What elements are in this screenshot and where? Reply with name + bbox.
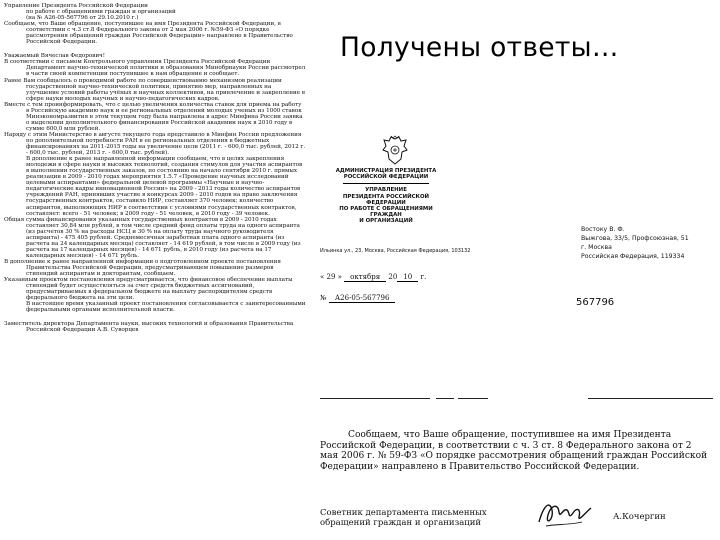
- signature: [536, 498, 594, 530]
- coat-of-arms-icon: [380, 135, 410, 167]
- paragraph: (на № А26-05-567796 от 29.10.2010 г.): [26, 15, 139, 22]
- paragraph: Уважаемый Вячеслав Федорович!: [4, 53, 106, 60]
- paragraph-spacer: [4, 45, 306, 53]
- reference-number: 567796: [576, 297, 615, 308]
- signer-line: обращений граждан и организаций: [320, 518, 482, 528]
- paragraph: В соответствии с письмом Контрольного управления Президента Российской Федерации Департамент научно-технической политики и образования Минобрнауки России рассмотрел в части своей компетенции поступившее к нам обращение и сообщает.: [4, 59, 306, 78]
- sender-line: ПРЕЗИДЕНТА РОССИЙСКОЙ ФЕДЕРАЦИИ: [342, 193, 430, 206]
- sender-line: АДМИНИСТРАЦИЯ ПРЕЗИДЕНТА: [335, 168, 437, 174]
- reg-number: А26-05-567796: [329, 294, 396, 303]
- paragraph: Общая сумма финансирования указанных государственных контрактов в 2009 - 2010 годах составляет 30,84 млн рублей, в том числе средний фонд оплаты труда на одного аспиранта (из расчетов 30 % на расходы НСЦ и 30 % на оплату труда научного руководителя аспиранта) - 475 405 рублей. Среднемесячная заработная плата одного аспиранта (из расчета на 24 календарных месяца) составляет - 14 619 рублей, в том числе в 2009 году (из расчета на 17 календарных месяцев) - 14 671 рубль, в 2010 году (из расчета на 17 календарных месяцев) - 14 671 рубль.: [4, 216, 301, 259]
- reply-letter-text: [4, 3, 306, 537]
- paragraph: по работе с обращениями граждан и организаций: [26, 9, 176, 16]
- recipient-line: Российская Федерация, 119334: [581, 253, 685, 260]
- date-year-prefix: 20: [388, 273, 398, 281]
- sender-header: [326, 168, 446, 225]
- recipient-line: г. Москва: [581, 244, 612, 251]
- date-year: 10: [397, 273, 418, 282]
- divider: [436, 398, 454, 399]
- sender-line: ПО РАБОТЕ С ОБРАЩЕНИЯМИ ГРАЖДАН: [339, 206, 433, 219]
- paragraph: В настоящее время указанный проект постановления согласовывается с заинтересованными федеральными органами исполнительной власти.: [26, 301, 306, 314]
- paragraph: Управление Президента Российской Федерации: [4, 3, 148, 9]
- paragraph: Наряду с этим Министерство в августе текущего года представило в Минфин России предложения по дополнительной потребности РАН в ее региональных отделения в бюджетных финансированиях на 2011-2015 годы на увеличение цели (2011 г. - 600,0 тыс. рублей, 2012 г. - 600,0 тыс. рублей, 2013 г. - 600,0 тыс. рублей).: [4, 131, 306, 157]
- signer-title: [320, 508, 487, 528]
- recipient-address: [581, 225, 689, 261]
- date-year-suffix: г.: [420, 273, 427, 281]
- registration-number: [320, 294, 395, 303]
- divider: [588, 398, 713, 399]
- sender-address: Ильинка ул., 23, Москва, Российская Федерация, 103132: [320, 248, 471, 254]
- paragraph: Заместитель директора Департамента науки, высоких технологий и образования Правительства Российской Федерации А.В. Суворцев: [4, 321, 294, 334]
- paragraph: Ранее Вам сообщалось о проводимой работе по совершенствованию механизмов реализации государственной научно-технической политики, принятию мер, направленных на улучшение условий работы учёных и научных коллективов, на привлечение и закрепление в сфере науки молодых научных и научно-педагогических кадров.: [4, 77, 305, 102]
- letter-body: Сообщаем, что Ваше обращение, поступившее на имя Президента Российской Федерации, в соответствии с ч. 3 ст. 8 Федерального закона от 2 мая 2006 г. № 59-ФЗ «О порядке рассмотрения обращений граждан Российской Федерации» направлено в Правительство Российской Федерации.: [320, 430, 708, 472]
- date-day: « 29 »: [320, 273, 342, 281]
- number-sign: №: [320, 294, 327, 302]
- paragraph: Сообщаем, что Ваше обращение, поступившее на имя Президента Российской Федерации, в соответствии с ч.3 ст.8 Федерального закона от 2 мая 2006 г. №59-ФЗ «О порядке рассмотрения обращений граждан Российской Федерации» направлено в Правительство Российской Федерации.: [4, 21, 293, 46]
- sender-line: И ОРГАНИЗАЦИЙ: [359, 218, 413, 225]
- headline: Получены ответы…: [340, 32, 619, 63]
- paragraph: В дополнение к ранее направленной информации сообщаем, что в целях закрепления молодежи в сфере науки и высоких технологий, создания стимулов для участия аспирантов в выполнении государственных заказов, по состоянию на начало сентября 2010 г. прямых реализации в 2009 - 2010 годах мероприятия 1.5.7 «Проведение научных исследований целевыми аспирантами» федеральной целевой программы «Научные и научно-педагогические кадры инновационной России» на 2009 - 2013 годы количество аспирантов учреждений РАН, принявших участие в конкурсах 2009 - 2010 годов на право заключения государственных контрактов, составило НИР, составляет 370 человек; количество аспирантов, выполняющих НИР в соответствии с условиями государственных контрактов, составляет: всего - 51 человек; в 2009 году - 51 человек, в 2010 году - 39 человек.: [26, 156, 303, 217]
- paragraph: В дополнение к ранее направленной информации о подготовленном проекте постановления Правительства Российской Федерации, предусматривающем повышение размеров стипендий аспирантам и докторантам, сообщаем.: [4, 258, 281, 278]
- date-month: октября: [344, 273, 386, 282]
- recipient-line: Востоку В. Ф.: [581, 226, 625, 233]
- divider: [343, 183, 429, 184]
- signer-line: Советник департамента письменных: [320, 508, 487, 518]
- divider: [458, 398, 488, 399]
- recipient-line: Выжгова, 33/5, Профсоюзная, 51: [581, 235, 689, 242]
- paragraph: Указанным проектом постановления предусматривается, что финансовое обеспечение выплаты стипендий будет осуществляться за счет средств бюджетных ассигнований, предусматриваемых в федеральном бюджете на выплату распорядителям средств федерального бюджета на эти цели.: [4, 277, 293, 302]
- signer-name: А.Кочергин: [613, 512, 666, 522]
- sender-line: РОССИЙСКОЙ ФЕДЕРАЦИИ: [343, 174, 429, 181]
- letter-date: [320, 273, 426, 282]
- divider: [320, 398, 430, 399]
- paragraph: Вместе с тем проинформировать, что с целью увеличения количества ставок для приема на работу в Российскую академию наук и ее региональных отделений молодых ученых из 1000 ставок Минэкономразвития в этом текущем году была направлена в адрес Минфина России заявка о выделении дополнительного финансирования Российской академии наук в 2010 году в сумме 600,0 млн рублей.: [4, 101, 303, 132]
- scanned-letter: [308, 130, 720, 540]
- sender-line: УПРАВЛЕНИЕ: [365, 187, 407, 194]
